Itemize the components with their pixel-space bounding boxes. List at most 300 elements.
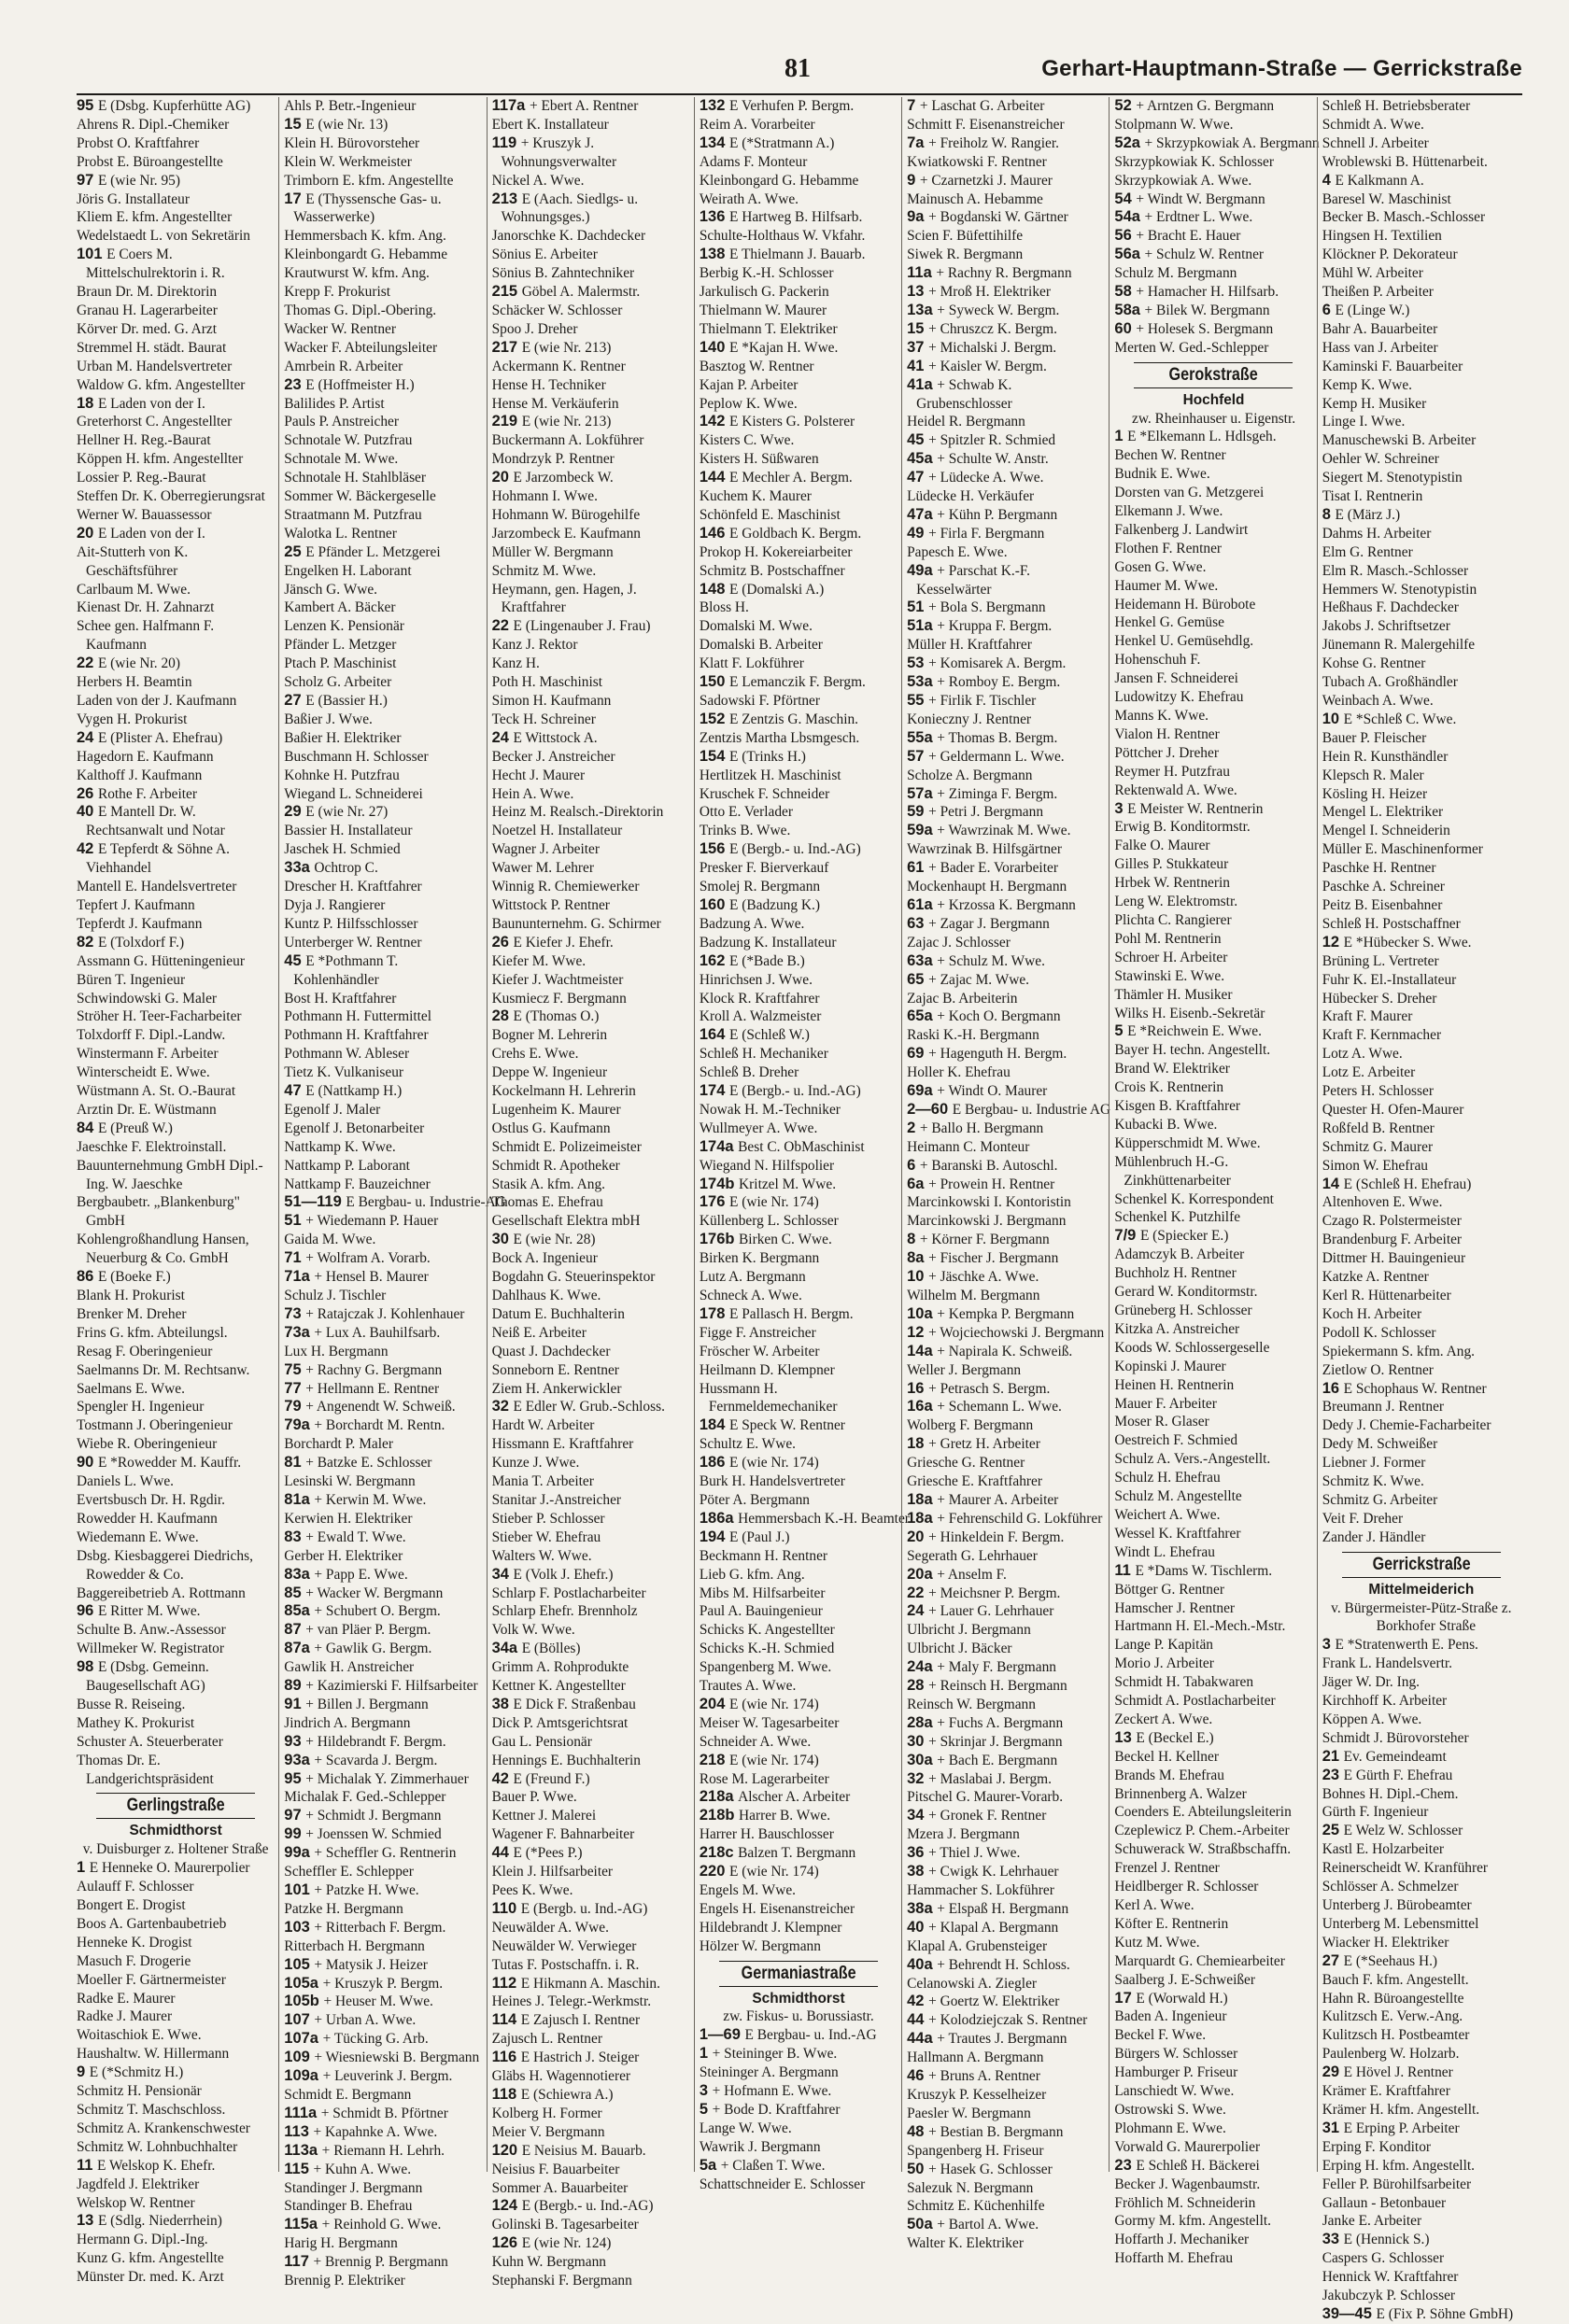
entry-text: Wiebe R. Oberingenieur	[77, 1436, 218, 1453]
house-number: 218	[699, 1751, 729, 1768]
house-number: 1	[1114, 428, 1128, 445]
house-entry	[1114, 246, 1312, 264]
entry-text: Pees K. Wwe.	[491, 1882, 573, 1898]
entry-text: Morio J. Arbeiter	[1114, 1655, 1214, 1672]
entry-text: Wawer M. Lehrer	[491, 860, 594, 877]
entry-text: Lossier P. Reg.-Baurat	[77, 470, 206, 486]
house-number: 126	[491, 2234, 522, 2252]
resident-entry	[1322, 1840, 1520, 1859]
house-entry	[77, 1602, 275, 1621]
house-number: 83	[284, 1528, 306, 1545]
resident-entry	[1114, 1896, 1312, 1915]
resident-entry	[1114, 153, 1312, 172]
resident-entry	[492, 1082, 690, 1101]
resident-entry	[77, 1287, 275, 1305]
house-entry	[907, 431, 1105, 450]
house-number: 115a	[284, 2216, 322, 2233]
resident-entry	[492, 1138, 690, 1157]
resident-entry	[1114, 874, 1312, 893]
resident-entry	[492, 1733, 690, 1752]
resident-entry	[1114, 1487, 1312, 1506]
house-entry	[907, 506, 1105, 525]
entry-text: Schuster A. Steuerberater	[77, 1733, 223, 1750]
entry-text: Straatmann M. Putzfrau	[284, 506, 422, 523]
house-number: 124	[491, 2197, 522, 2215]
entry-text: Schulz M. Bergmann	[1114, 265, 1237, 282]
resident-entry	[700, 1472, 898, 1491]
entry-text: Ackermann K. Rentner	[491, 358, 626, 374]
house-number: 38	[491, 1695, 514, 1712]
resident-entry	[492, 1919, 690, 1937]
entry-text: E (wie Nr. 20)	[97, 655, 180, 672]
entry-text: + Bilek W. Bergmann	[1144, 302, 1270, 318]
entry-text: Krämer E. Kraftfahrer	[1322, 2083, 1450, 2100]
resident-entry	[1322, 1971, 1520, 1990]
resident-entry	[284, 617, 482, 636]
resident-entry	[700, 655, 898, 673]
entry-text: Blank H. Prokurist	[77, 1288, 185, 1303]
entry-text: Gau L. Pensionär	[491, 1733, 592, 1750]
resident-entry	[1114, 744, 1312, 763]
entry-text: E Laden von der I.	[97, 395, 205, 412]
entry-text: + Reinhold G. Wwe.	[321, 2217, 442, 2233]
house-entry	[284, 1566, 482, 1585]
house-entry	[284, 2161, 482, 2179]
resident-entry	[1322, 1082, 1520, 1101]
resident-entry	[700, 264, 898, 283]
resident-entry	[492, 1287, 690, 1305]
house-entry	[700, 896, 898, 915]
entry-text: Katzke A. Rentner	[1322, 1269, 1429, 1286]
entry-text: E Laden von der I.	[97, 525, 205, 542]
resident-entry	[1322, 1305, 1520, 1324]
resident-entry	[284, 1435, 482, 1454]
entry-text: Schwindowski G. Maler	[77, 990, 218, 1007]
house-number: 51a	[907, 617, 938, 635]
entry-text: Walotka L. Rentner	[284, 525, 397, 542]
resident-entry	[1322, 1361, 1520, 1380]
resident-entry	[77, 990, 275, 1008]
resident-entry	[77, 2176, 275, 2194]
house-entry	[700, 2157, 898, 2176]
house-number: 16a	[907, 1398, 938, 1416]
entry-text: Göbel A. Malermstr.	[521, 284, 641, 301]
house-number: 65a	[907, 1007, 938, 1025]
resident-entry	[1322, 1063, 1520, 1082]
entry-text: Spangenberg H. Friseur	[907, 2142, 1044, 2159]
house-entry	[907, 1100, 1111, 1120]
entry-text: Schnotale M. Wwe.	[284, 451, 399, 468]
resident-entry	[1114, 1060, 1312, 1078]
resident-entry	[77, 1621, 275, 1640]
house-entry	[77, 1454, 275, 1472]
house-entry	[907, 264, 1105, 283]
entry-text: Hermann G. Dipl.-Ing.	[77, 2232, 208, 2248]
resident-entry	[1114, 949, 1312, 967]
house-entry	[907, 655, 1105, 673]
resident-entry	[77, 1733, 275, 1752]
house-number: 103	[284, 1918, 315, 1936]
house-entry	[1322, 2120, 1520, 2138]
house-number: 101	[284, 1881, 315, 1898]
house-number: 38a	[907, 1899, 938, 1917]
entry-text: Henneke K. Drogist	[77, 1934, 192, 1951]
house-number: 52a	[1114, 134, 1145, 151]
resident-entry	[1114, 2026, 1312, 2045]
entry-text: Hemmersbach K. kfm. Ang.	[284, 228, 446, 245]
entry-text: Breumann J. Rentner	[1322, 1399, 1445, 1416]
entry-text: E Henneke O. Maurerpolier	[89, 1860, 250, 1877]
entry-text: + Steininger B. Wwe.	[712, 2046, 838, 2063]
resident-entry	[1114, 1320, 1312, 1339]
entry-text: Hübecker S. Dreher	[1322, 990, 1437, 1007]
entry-text: Elkemann J. Wwe.	[1114, 503, 1223, 520]
resident-entry	[492, 840, 690, 859]
resident-entry	[1322, 2007, 1520, 2026]
house-entry	[284, 1585, 482, 1603]
entry-text: + Anselm F.	[937, 1566, 1007, 1583]
house-entry	[1322, 934, 1520, 952]
resident-entry	[1114, 1395, 1312, 1414]
entry-text: Skrzypkowiak K. Schlosser	[1114, 153, 1274, 170]
entry-text: Schlarp F. Postlacharbeiter	[491, 1585, 646, 1601]
entry-text: Roßfeld B. Rentner	[1322, 1120, 1435, 1136]
entry-text: Granau H. Lagerarbeiter	[77, 302, 218, 318]
resident-entry	[492, 1120, 690, 1138]
house-number: 144	[699, 469, 729, 486]
resident-entry	[907, 1212, 1105, 1231]
entry-text: Wawrzinak B. Hilfsgärtner	[907, 841, 1062, 858]
house-entry	[284, 692, 482, 711]
resident-entry	[1322, 358, 1520, 376]
entry-text: Becker B. Masch.-Schlosser	[1322, 209, 1486, 226]
resident-entry	[77, 320, 275, 339]
house-number: 38	[907, 1863, 929, 1880]
entry-text: E Kiefer J. Ehefr.	[513, 934, 614, 951]
resident-entry	[1322, 208, 1520, 227]
entry-text: E (*Pees P.)	[513, 1845, 583, 1862]
resident-entry	[284, 990, 482, 1008]
resident-entry	[1114, 2138, 1312, 2157]
house-entry	[1114, 1022, 1312, 1041]
house-number: 109a	[284, 2067, 323, 2085]
house-entry	[284, 1956, 482, 1975]
entry-text: Tutas F. Postschaffn. i. R.	[491, 1956, 640, 1973]
entry-text: Paesler W. Bergmann	[907, 2105, 1031, 2121]
entry-text: Kemp K. Wwe.	[1322, 376, 1412, 393]
resident-entry	[284, 172, 482, 190]
resident-entry	[1322, 2026, 1520, 2045]
resident-entry	[1114, 1041, 1312, 1060]
house-number: 69a	[907, 1082, 938, 1100]
house-number: 13	[907, 283, 929, 301]
resident-entry	[700, 1825, 898, 1844]
entry-text: Kuntz P. Hilfsschlosser	[284, 915, 418, 932]
entry-text: Thomas E. Ehefrau	[491, 1194, 603, 1211]
entry-text: Kulitzsch H. Postbeamter	[1322, 2027, 1470, 2044]
house-number: 9	[77, 2063, 90, 2081]
entry-text: Rothe F. Arbeiter	[97, 785, 197, 802]
resident-entry	[492, 1045, 690, 1063]
entry-text: Wilhelm M. Bergmann	[907, 1288, 1040, 1303]
resident-entry	[1114, 1673, 1312, 1692]
resident-entry	[492, 1249, 690, 1268]
resident-entry	[1322, 1934, 1520, 1952]
resident-entry	[492, 1212, 690, 1231]
entry-text: Wiacker H. Elektriker	[1322, 1934, 1449, 1951]
resident-entry	[284, 395, 482, 414]
house-number: 28a	[907, 1713, 938, 1731]
entry-text: Schicks K. Angestellter	[699, 1622, 835, 1639]
entry-text: + Petrasch S. Bergm.	[928, 1380, 1051, 1397]
resident-entry	[700, 1212, 898, 1231]
entry-text: Weichert A. Wwe.	[1114, 1506, 1221, 1523]
entry-text: Schleß H. Betriebsberater	[1322, 98, 1471, 114]
resident-entry	[492, 1993, 690, 2011]
house-entry	[284, 1268, 482, 1287]
house-entry	[907, 1658, 1105, 1677]
resident-entry	[907, 2105, 1105, 2123]
entry-text: Bahr A. Bauarbeiter	[1322, 320, 1438, 337]
entry-text: E (Dsbg. Kupferhütte AG)	[97, 98, 251, 114]
entry-text: Lenzen K. Pensionär	[284, 618, 404, 635]
house-entry	[284, 2253, 482, 2272]
house-number: 138	[699, 246, 729, 263]
entry-text: Kanz J. Rektor	[491, 637, 578, 654]
resident-entry	[1322, 1878, 1520, 1896]
resident-entry	[1322, 971, 1520, 990]
house-number: 63a	[907, 951, 938, 969]
entry-text: + Wawrzinak M. Wwe.	[937, 823, 1071, 839]
resident-entry	[700, 450, 898, 469]
entry-text: + Michalski J. Bergm.	[928, 339, 1057, 356]
entry-text: Pohl M. Rentnerin	[1114, 930, 1222, 947]
house-number: 150	[699, 673, 729, 691]
house-entry	[907, 1844, 1105, 1863]
entry-text: E Zajusch I. Rentner	[520, 2012, 641, 2029]
resident-entry	[284, 413, 482, 431]
resident-entry	[700, 915, 898, 934]
resident-entry	[284, 1045, 482, 1063]
house-number: 4	[1322, 171, 1336, 189]
resident-entry	[1322, 395, 1520, 414]
resident-entry	[1322, 1343, 1520, 1361]
entry-text: Hamscher J. Rentner	[1114, 1599, 1236, 1616]
resident-entry	[77, 1231, 275, 1268]
resident-entry	[1114, 613, 1312, 632]
entry-text: Jänsch G. Wwe.	[284, 581, 378, 598]
entry-text: Thielmann T. Elektriker	[699, 320, 838, 337]
house-number: 107a	[284, 2030, 323, 2048]
house-entry	[907, 1491, 1105, 1510]
resident-entry	[1322, 840, 1520, 859]
entry-text: E Pfänder L. Metzgerei	[305, 543, 441, 560]
resident-entry	[77, 1435, 275, 1454]
house-number: 49a	[907, 561, 938, 579]
resident-entry	[284, 1007, 482, 1026]
entry-text: Ludowitzy K. Ehefrau	[1114, 689, 1244, 706]
resident-entry	[284, 1231, 482, 1249]
entry-text: Böttger G. Rentner	[1114, 1581, 1224, 1598]
entry-text: Müller W. Bergmann	[491, 543, 614, 560]
entry-text: E (Boeke F.)	[97, 1269, 171, 1286]
entry-text: + Lüdecke A. Wwe.	[928, 470, 1044, 486]
entry-text: Dahlhaus K. Wwe.	[491, 1288, 601, 1303]
entry-text: Tepfert J. Kaufmann	[77, 896, 195, 913]
entry-text: Walter K. Elektriker	[907, 2235, 1024, 2252]
house-number: 75	[284, 1360, 306, 1378]
house-entry	[907, 1956, 1105, 1975]
house-entry	[700, 673, 898, 692]
entry-text: Stieber W. Ehefrau	[491, 1528, 601, 1545]
house-entry	[907, 692, 1105, 711]
house-number: 113	[284, 2122, 314, 2140]
resident-entry	[77, 431, 275, 450]
resident-entry	[700, 1919, 898, 1937]
house-entry	[907, 1566, 1105, 1585]
entry-text: + Fischer J. Bergmann	[928, 1250, 1059, 1267]
house-number: 44a	[907, 2030, 938, 2048]
resident-entry	[907, 1287, 1105, 1305]
resident-entry	[77, 302, 275, 320]
entry-text: Kirchhoff K. Arbeiter	[1322, 1693, 1448, 1710]
house-number: 30	[907, 1732, 929, 1750]
house-entry	[700, 1082, 898, 1101]
resident-entry	[1114, 1655, 1312, 1673]
resident-entry	[907, 1472, 1105, 1491]
entry-text: + Michalak Y. Zimmerhauer	[305, 1770, 469, 1787]
entry-text: Celanowski A. Ziegler	[907, 1975, 1038, 1992]
entry-text: Dyja J. Rangierer	[284, 896, 386, 913]
resident-entry	[700, 1770, 898, 1789]
entry-text: + Chruszcz K. Bergm.	[928, 320, 1057, 337]
entry-text: + Hasek G. Schlosser	[928, 2161, 1053, 2177]
resident-entry	[492, 581, 690, 618]
resident-entry	[77, 2082, 275, 2101]
entry-text: + Ewald T. Wwe.	[305, 1528, 406, 1545]
resident-entry	[77, 450, 275, 469]
entry-text: Baßier J. Wwe.	[284, 711, 373, 727]
entry-text: Peplow K. Wwe.	[699, 395, 798, 412]
house-number: 6	[1322, 301, 1336, 318]
entry-text: + Scavarda J. Bergm.	[314, 1752, 438, 1768]
resident-entry	[1322, 1268, 1520, 1287]
entry-text: + Erdtner L. Wwe.	[1144, 209, 1253, 226]
entry-text: Kraft F. Kernmacher	[1322, 1027, 1442, 1044]
resident-entry	[907, 2179, 1105, 2198]
resident-entry	[700, 1566, 898, 1585]
house-entry	[284, 2049, 482, 2067]
resident-entry	[77, 952, 275, 971]
resident-entry	[284, 2179, 482, 2198]
entry-text: + Kruszyk P. Bergm.	[322, 1975, 444, 1992]
entry-text: Klein H. Bürovorsteher	[284, 134, 420, 151]
entry-text: Lieb G. kfm. Ang.	[699, 1566, 805, 1583]
entry-text: Hertlitzek H. Maschinist	[699, 767, 841, 783]
resident-entry	[1322, 2138, 1520, 2157]
resident-entry	[284, 767, 482, 785]
resident-entry	[1114, 763, 1312, 782]
resident-entry	[1114, 2249, 1312, 2268]
house-entry	[907, 859, 1105, 878]
entry-text: Kusmiecz F. Bergmann	[491, 990, 627, 1007]
house-entry	[1114, 1227, 1312, 1246]
entry-text: Daniels L. Wwe.	[77, 1473, 174, 1490]
entry-text: Skrzypkowiak A. Wwe.	[1114, 172, 1252, 189]
resident-entry	[77, 1896, 275, 1915]
resident-entry	[492, 915, 690, 934]
resident-entry	[700, 1677, 898, 1696]
entry-text: Quester H. Ofen-Maurer	[1322, 1101, 1464, 1118]
resident-entry	[1322, 1007, 1520, 1026]
entry-text: E Welskop K. Ehefr.	[97, 2157, 216, 2174]
resident-entry	[700, 859, 898, 878]
entry-text: + Ritterbach F. Bergm.	[314, 1919, 446, 1936]
entry-text: + Meichsner P. Bergm.	[928, 1585, 1061, 1601]
district-name: Hochfeld	[1182, 391, 1245, 408]
resident-entry	[492, 2067, 690, 2086]
entry-text: Klein J. Hilfsarbeiter	[491, 1864, 614, 1880]
resident-entry	[77, 1491, 275, 1510]
house-entry	[907, 1714, 1105, 1733]
resident-entry	[284, 1120, 482, 1138]
house-number: 23	[1322, 1766, 1344, 1783]
entry-text: E (*Seehaus H.)	[1343, 1952, 1438, 1969]
resident-entry	[1322, 1491, 1520, 1510]
resident-entry	[77, 2138, 275, 2157]
entry-text: Küllenberg L. Schlosser	[699, 1213, 839, 1230]
resident-entry	[492, 1026, 690, 1045]
house-number: 85	[284, 1584, 306, 1601]
entry-text: + Bogdanski W. Gärtner	[928, 209, 1068, 226]
resident-entry	[492, 1193, 690, 1212]
entry-text: Ulbricht J. Bäcker	[907, 1641, 1012, 1657]
entry-text: Nickel A. Wwe.	[491, 172, 585, 189]
entry-text: + Mroß H. Elektriker	[928, 284, 1051, 301]
resident-entry	[907, 767, 1105, 785]
entry-text: + Leuverink J. Bergm.	[322, 2068, 453, 2085]
resident-entry	[700, 785, 898, 804]
house-entry	[77, 395, 275, 414]
resident-entry	[492, 562, 690, 581]
resident-entry	[1114, 1767, 1312, 1785]
house-entry	[907, 134, 1105, 153]
entry-text: Münster Dr. med. K. Arzt	[77, 2269, 224, 2286]
entry-text: Egenolf J. Maler	[284, 1101, 381, 1118]
resident-entry	[492, 2123, 690, 2142]
entry-text: Wittstock P. Rentner	[491, 896, 610, 913]
house-entry	[492, 617, 690, 636]
entry-text: Kienast Dr. H. Zahnarzt	[77, 599, 215, 616]
house-number: 48	[907, 2122, 929, 2140]
house-entry	[284, 2030, 482, 2049]
house-number: 31	[1322, 2119, 1344, 2136]
resident-entry	[1114, 1599, 1312, 1618]
entry-text: Gilles P. Stukkateur	[1114, 856, 1229, 873]
entry-text: + Schmidt B. Pförtner	[320, 2105, 448, 2121]
entry-text: + Hamacher H. Hilfsarb.	[1136, 284, 1279, 301]
resident-entry	[700, 971, 898, 990]
entry-text: Lange P. Kapitän	[1114, 1637, 1213, 1654]
entry-text: Wacker W. Rentner	[284, 320, 396, 337]
house-number: 59a	[907, 822, 938, 839]
resident-entry	[77, 153, 275, 172]
house-number: 26	[77, 784, 98, 802]
resident-entry	[700, 116, 898, 134]
house-entry	[492, 2049, 690, 2067]
entry-text: Schicks K.-H. Schmied	[699, 1641, 835, 1657]
entry-text: Krämer H. kfm. Angestellt.	[1322, 2101, 1480, 2118]
